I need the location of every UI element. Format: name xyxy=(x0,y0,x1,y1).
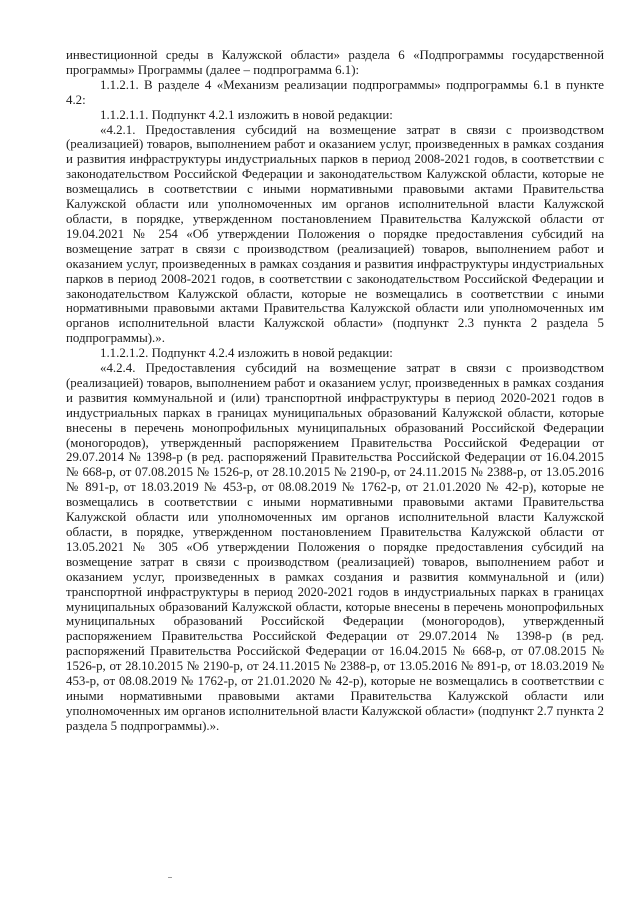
paragraph-1-1-2-1-1: 1.1.2.1.1. Подпункт 4.2.1 изложить в новой редакции: xyxy=(100,107,393,122)
paragraph-intro-continuation: инвестиционной среды в Калужской области» раздела 6 «Подпрограммы государственной программы» Программы (далее – подпрограмма 6.1): xyxy=(66,48,604,77)
paragraph-quote-4-2-1: «4.2.1. Предоставления субсидий на возмещение затрат в связи с производством (реализацией) товаров, выполнением работ и оказанием услуг, произведенных в рамках создания и развития инфраструктуры индустриальных парков в период 2008-2021 годов, в соответствии с законодательством Российской Федерации и законодательством Калужской области, которые не возмещались в соответствии с иными нормативными правовыми актами Правительства Калужской области или уполномоченных им органов исполнительной власти Калужской области, в порядке, утвержденном постановлением Правительства Калужской области от 19.04.2021 № 254 «Об утверждении Положения о порядке предоставления субсидий на возмещение затрат в связи с производством (реализацией) товаров, выполнением работ и оказанием услуг, произведенных в рамках создания и развития инфраструктуры индустриальных парков в период 2008-2021 годов, в соответствии с законодательством Российской Федерации и законодательством Калужской области, которые не возмещались в соответствии с иными нормативными правовыми актами Правительства Калужской области или уполномоченных им органов исполнительной власти Калужской области» (подпункт 2.3 пункта 2 раздела 5 подпрограммы).». xyxy=(66,122,604,346)
scan-artifact-mark xyxy=(168,877,172,878)
paragraph-quote-4-2-4: «4.2.4. Предоставления субсидий на возмещение затрат в связи с производством (реализацией) товаров, выполнением работ и оказанием услуг, произведенных в рамках создания и развития коммунальной и (или) транспортной инфраструктуры в период 2020-2021 годов в индустриальных парках в границах муниципальных образований Калужской области, которые внесены в перечень монопрофильных муниципальных образований Российской Федерации (моногородов), утвержденный распоряжением Правительства Российской Федерации от 29.07.2014 № 1398-р (в ред. распоряжений Правительства Российской Федерации от 16.04.2015 № 668-р, от 07.08.2015 № 1526-р, от 28.10.2015 № 2190-р, от 24.11.2015 № 2388-р, от 13.05.2016 № 891-р, от 18.03.2019 № 453-р, от 08.08.2019 № 1762-р, от 21.01.2020 № 42-р), которые не возмещались в соответствии с иными нормативными правовыми актами Правительства Калужской области или уполномоченных им органов исполнительной власти Калужской области, в порядке, утвержденном постановлением Правительства Калужской области от 13.05.2021 № 305 «Об утверждении Положения о порядке предоставления субсидий на возмещение затрат в связи с производством (реализацией) товаров, выполнением работ и оказанием услуг, произведенных в рамках создания и развития коммунальной и (или) транспортной инфраструктуры в период 2020-2021 годов в индустриальных парках в границах муниципальных образований Калужской области, которые внесены в перечень монопрофильных муниципальных образований Российской Федерации (моногородов), утвержденный распоряжением Правительства Российской Федерации от 29.07.2014 № 1398-р (в ред. распоряжений Правительства Российской Федерации от 16.04.2015 № 668-р, от 07.08.2015 № 1526-р, от 28.10.2015 № 2190-р, от 24.11.2015 № 2388-р, от 13.05.2016 № 891-р, от 18.03.2019 № 453-р, от 08.08.2019 № 1762-р, от 21.01.2020 № 42-р), которые не возмещались в соответствии с иными нормативными правовыми актами Правительства Калужской области или уполномоченных им органов исполнительной власти Калужской области» (подпункт 2.7 пункта 2 раздела 5 подпрограммы).». xyxy=(66,361,604,733)
paragraph-1-1-2-1-2: 1.1.2.1.2. Подпункт 4.2.4 изложить в новой редакции: xyxy=(100,346,393,361)
document-page xyxy=(66,48,604,734)
paragraph-1-1-2-1: 1.1.2.1. В разделе 4 «Механизм реализации подпрограммы» подпрограммы 6.1 в пункте 4.2: xyxy=(66,77,604,107)
